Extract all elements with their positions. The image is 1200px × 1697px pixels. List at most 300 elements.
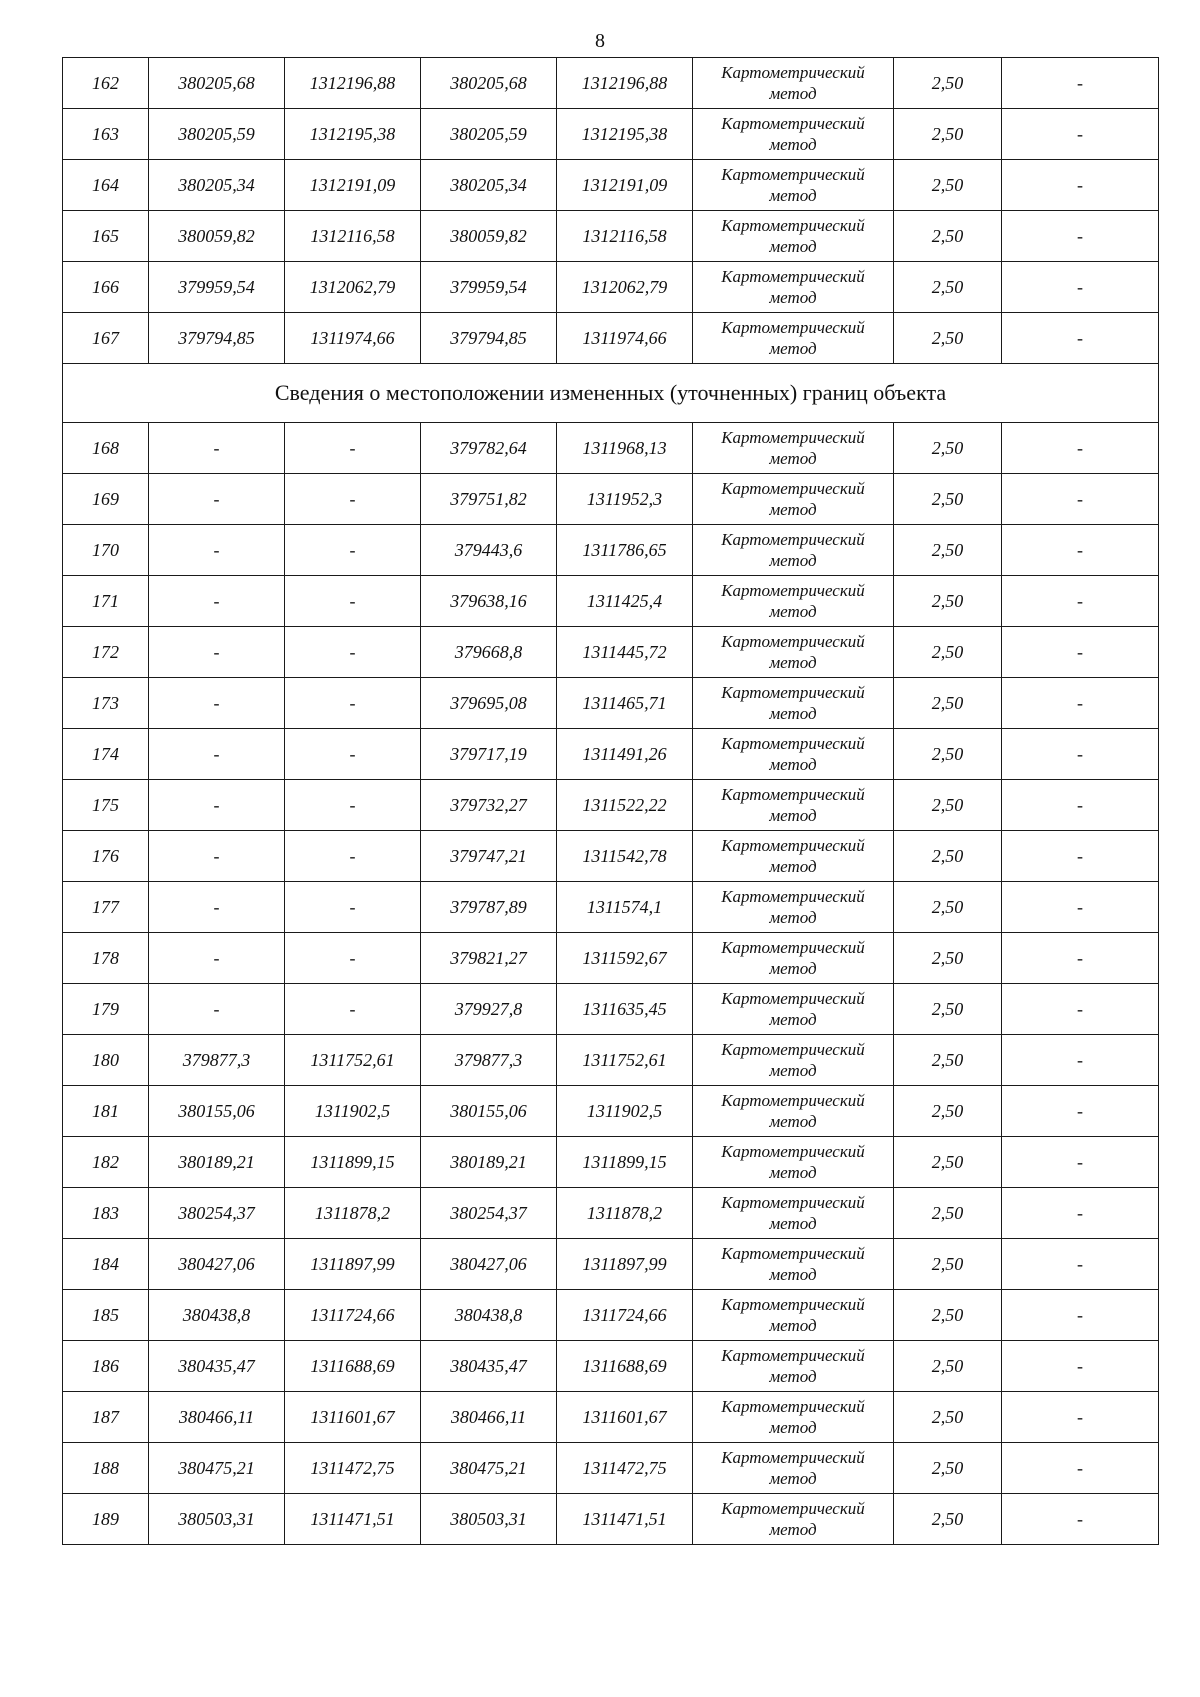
accuracy-value-cell: 2,50 bbox=[894, 1137, 1002, 1188]
table-body-refined-points bbox=[63, 423, 1159, 1545]
refined-x-cell: 379717,19 bbox=[421, 729, 557, 780]
existing-x-cell: 380475,21 bbox=[149, 1443, 285, 1494]
accuracy-value-cell: 2,50 bbox=[894, 933, 1002, 984]
point-number-cell: 188 bbox=[63, 1443, 149, 1494]
note-cell: - bbox=[1002, 211, 1159, 262]
refined-x-cell: 380059,82 bbox=[421, 211, 557, 262]
method-line-2: метод bbox=[769, 602, 817, 621]
table-row bbox=[63, 1137, 1159, 1188]
point-number-cell: 179 bbox=[63, 984, 149, 1035]
accuracy-value-cell: 2,50 bbox=[894, 525, 1002, 576]
table-row bbox=[63, 1086, 1159, 1137]
method-line-1: Картометрический bbox=[721, 428, 865, 447]
method-line-1: Картометрический bbox=[721, 267, 865, 286]
refined-x-cell: 379668,8 bbox=[421, 627, 557, 678]
method-line-2: метод bbox=[769, 908, 817, 927]
accuracy-value-cell: 2,50 bbox=[894, 1239, 1002, 1290]
method-line-1: Картометрический bbox=[721, 216, 865, 235]
method-cell bbox=[693, 729, 894, 780]
method-cell bbox=[693, 109, 894, 160]
accuracy-value-cell: 2,50 bbox=[894, 1392, 1002, 1443]
refined-x-cell: 380205,68 bbox=[421, 58, 557, 109]
note-cell: - bbox=[1002, 1392, 1159, 1443]
method-cell bbox=[693, 831, 894, 882]
refined-y-cell: 1311752,61 bbox=[557, 1035, 693, 1086]
method-line-1: Картометрический bbox=[721, 1091, 865, 1110]
existing-x-cell: - bbox=[149, 780, 285, 831]
table-row bbox=[63, 1188, 1159, 1239]
method-line-2: метод bbox=[769, 288, 817, 307]
method-line-2: метод bbox=[769, 186, 817, 205]
refined-x-cell: 380466,11 bbox=[421, 1392, 557, 1443]
accuracy-value-cell: 2,50 bbox=[894, 1290, 1002, 1341]
note-cell: - bbox=[1002, 1239, 1159, 1290]
method-cell bbox=[693, 1443, 894, 1494]
refined-y-cell: 1311472,75 bbox=[557, 1443, 693, 1494]
accuracy-value-cell: 2,50 bbox=[894, 313, 1002, 364]
accuracy-value-cell: 2,50 bbox=[894, 882, 1002, 933]
existing-y-cell: 1312196,88 bbox=[285, 58, 421, 109]
existing-x-cell: - bbox=[149, 831, 285, 882]
method-line-1: Картометрический bbox=[721, 479, 865, 498]
refined-x-cell: 380427,06 bbox=[421, 1239, 557, 1290]
existing-y-cell: - bbox=[285, 831, 421, 882]
refined-y-cell: 1311897,99 bbox=[557, 1239, 693, 1290]
point-number-cell: 172 bbox=[63, 627, 149, 678]
method-cell bbox=[693, 474, 894, 525]
point-number-cell: 162 bbox=[63, 58, 149, 109]
accuracy-value-cell: 2,50 bbox=[894, 678, 1002, 729]
method-line-1: Картометрический bbox=[721, 318, 865, 337]
point-number-cell: 181 bbox=[63, 1086, 149, 1137]
existing-x-cell: 379877,3 bbox=[149, 1035, 285, 1086]
existing-y-cell: 1311688,69 bbox=[285, 1341, 421, 1392]
method-cell bbox=[693, 780, 894, 831]
existing-x-cell: 380205,59 bbox=[149, 109, 285, 160]
table-body-existing-points bbox=[63, 58, 1159, 364]
existing-x-cell: - bbox=[149, 882, 285, 933]
method-line-1: Картометрический bbox=[721, 1193, 865, 1212]
point-number-cell: 184 bbox=[63, 1239, 149, 1290]
existing-x-cell: 380435,47 bbox=[149, 1341, 285, 1392]
note-cell: - bbox=[1002, 160, 1159, 211]
method-cell bbox=[693, 211, 894, 262]
refined-x-cell: 380254,37 bbox=[421, 1188, 557, 1239]
refined-y-cell: 1312062,79 bbox=[557, 262, 693, 313]
method-line-1: Картометрический bbox=[721, 530, 865, 549]
note-cell: - bbox=[1002, 1086, 1159, 1137]
refined-x-cell: 379695,08 bbox=[421, 678, 557, 729]
existing-x-cell: - bbox=[149, 933, 285, 984]
point-number-cell: 189 bbox=[63, 1494, 149, 1545]
note-cell: - bbox=[1002, 729, 1159, 780]
existing-y-cell: 1311752,61 bbox=[285, 1035, 421, 1086]
method-line-2: метод bbox=[769, 1265, 817, 1284]
refined-x-cell: 380205,34 bbox=[421, 160, 557, 211]
refined-y-cell: 1311902,5 bbox=[557, 1086, 693, 1137]
table-row bbox=[63, 627, 1159, 678]
method-cell bbox=[693, 525, 894, 576]
method-line-2: метод bbox=[769, 653, 817, 672]
table-row bbox=[63, 1239, 1159, 1290]
existing-x-cell: 380438,8 bbox=[149, 1290, 285, 1341]
existing-x-cell: 380427,06 bbox=[149, 1239, 285, 1290]
note-cell: - bbox=[1002, 933, 1159, 984]
note-cell: - bbox=[1002, 1290, 1159, 1341]
existing-y-cell: - bbox=[285, 729, 421, 780]
note-cell: - bbox=[1002, 262, 1159, 313]
method-line-2: метод bbox=[769, 806, 817, 825]
section-title: Сведения о местоположении измененных (уточненных) границ объекта bbox=[63, 364, 1159, 423]
method-line-2: метод bbox=[769, 500, 817, 519]
method-line-2: метод bbox=[769, 857, 817, 876]
refined-x-cell: 379927,8 bbox=[421, 984, 557, 1035]
method-line-1: Картометрический bbox=[721, 683, 865, 702]
accuracy-value-cell: 2,50 bbox=[894, 780, 1002, 831]
refined-y-cell: 1311471,51 bbox=[557, 1494, 693, 1545]
refined-y-cell: 1311425,4 bbox=[557, 576, 693, 627]
refined-y-cell: 1312195,38 bbox=[557, 109, 693, 160]
method-cell bbox=[693, 1086, 894, 1137]
section-row bbox=[63, 364, 1159, 423]
coordinates-table bbox=[62, 57, 1159, 1545]
refined-y-cell: 1311445,72 bbox=[557, 627, 693, 678]
existing-x-cell: - bbox=[149, 984, 285, 1035]
existing-y-cell: 1311897,99 bbox=[285, 1239, 421, 1290]
refined-y-cell: 1311522,22 bbox=[557, 780, 693, 831]
refined-x-cell: 379821,27 bbox=[421, 933, 557, 984]
refined-x-cell: 379782,64 bbox=[421, 423, 557, 474]
note-cell: - bbox=[1002, 1137, 1159, 1188]
existing-y-cell: - bbox=[285, 882, 421, 933]
refined-x-cell: 379443,6 bbox=[421, 525, 557, 576]
note-cell: - bbox=[1002, 109, 1159, 160]
method-line-1: Картометрический bbox=[721, 1397, 865, 1416]
existing-y-cell: 1311471,51 bbox=[285, 1494, 421, 1545]
refined-y-cell: 1311542,78 bbox=[557, 831, 693, 882]
existing-y-cell: 1311902,5 bbox=[285, 1086, 421, 1137]
point-number-cell: 173 bbox=[63, 678, 149, 729]
refined-y-cell: 1312196,88 bbox=[557, 58, 693, 109]
method-line-1: Картометрический bbox=[721, 165, 865, 184]
note-cell: - bbox=[1002, 1494, 1159, 1545]
table-row bbox=[63, 882, 1159, 933]
method-cell bbox=[693, 627, 894, 678]
table-row bbox=[63, 576, 1159, 627]
method-cell bbox=[693, 1239, 894, 1290]
method-line-1: Картометрический bbox=[721, 114, 865, 133]
table-row bbox=[63, 831, 1159, 882]
refined-x-cell: 380205,59 bbox=[421, 109, 557, 160]
point-number-cell: 163 bbox=[63, 109, 149, 160]
point-number-cell: 187 bbox=[63, 1392, 149, 1443]
accuracy-value-cell: 2,50 bbox=[894, 262, 1002, 313]
table-row bbox=[63, 678, 1159, 729]
method-line-1: Картометрический bbox=[721, 785, 865, 804]
method-line-2: метод bbox=[769, 84, 817, 103]
note-cell: - bbox=[1002, 1188, 1159, 1239]
refined-y-cell: 1311724,66 bbox=[557, 1290, 693, 1341]
accuracy-value-cell: 2,50 bbox=[894, 1035, 1002, 1086]
existing-x-cell: 379794,85 bbox=[149, 313, 285, 364]
refined-y-cell: 1311878,2 bbox=[557, 1188, 693, 1239]
existing-y-cell: - bbox=[285, 627, 421, 678]
method-line-2: метод bbox=[769, 339, 817, 358]
table-row bbox=[63, 984, 1159, 1035]
refined-y-cell: 1311952,3 bbox=[557, 474, 693, 525]
method-line-2: метод bbox=[769, 1163, 817, 1182]
method-line-2: метод bbox=[769, 1010, 817, 1029]
existing-y-cell: - bbox=[285, 678, 421, 729]
existing-x-cell: - bbox=[149, 678, 285, 729]
note-cell: - bbox=[1002, 1035, 1159, 1086]
accuracy-value-cell: 2,50 bbox=[894, 160, 1002, 211]
existing-y-cell: - bbox=[285, 525, 421, 576]
table-row bbox=[63, 1341, 1159, 1392]
point-number-cell: 165 bbox=[63, 211, 149, 262]
table-row bbox=[63, 729, 1159, 780]
refined-y-cell: 1311968,13 bbox=[557, 423, 693, 474]
accuracy-value-cell: 2,50 bbox=[894, 474, 1002, 525]
accuracy-value-cell: 2,50 bbox=[894, 984, 1002, 1035]
refined-x-cell: 379747,21 bbox=[421, 831, 557, 882]
point-number-cell: 177 bbox=[63, 882, 149, 933]
refined-y-cell: 1311974,66 bbox=[557, 313, 693, 364]
method-cell bbox=[693, 1341, 894, 1392]
point-number-cell: 178 bbox=[63, 933, 149, 984]
existing-y-cell: 1312116,58 bbox=[285, 211, 421, 262]
existing-y-cell: 1311878,2 bbox=[285, 1188, 421, 1239]
method-cell bbox=[693, 423, 894, 474]
section-header bbox=[63, 364, 1159, 423]
method-cell bbox=[693, 576, 894, 627]
accuracy-value-cell: 2,50 bbox=[894, 1443, 1002, 1494]
method-line-1: Картометрический bbox=[721, 836, 865, 855]
point-number-cell: 164 bbox=[63, 160, 149, 211]
table-row bbox=[63, 160, 1159, 211]
method-cell bbox=[693, 1188, 894, 1239]
accuracy-value-cell: 2,50 bbox=[894, 729, 1002, 780]
method-cell bbox=[693, 678, 894, 729]
refined-y-cell: 1311465,71 bbox=[557, 678, 693, 729]
method-cell bbox=[693, 1392, 894, 1443]
refined-y-cell: 1312191,09 bbox=[557, 160, 693, 211]
table-row bbox=[63, 1035, 1159, 1086]
method-line-1: Картометрический bbox=[721, 63, 865, 82]
existing-x-cell: - bbox=[149, 729, 285, 780]
existing-x-cell: 380254,37 bbox=[149, 1188, 285, 1239]
method-cell bbox=[693, 262, 894, 313]
existing-y-cell: 1311472,75 bbox=[285, 1443, 421, 1494]
existing-x-cell: 380059,82 bbox=[149, 211, 285, 262]
note-cell: - bbox=[1002, 58, 1159, 109]
existing-y-cell: - bbox=[285, 474, 421, 525]
note-cell: - bbox=[1002, 780, 1159, 831]
refined-x-cell: 379732,27 bbox=[421, 780, 557, 831]
refined-x-cell: 380435,47 bbox=[421, 1341, 557, 1392]
refined-x-cell: 379638,16 bbox=[421, 576, 557, 627]
existing-y-cell: 1311974,66 bbox=[285, 313, 421, 364]
table-row bbox=[63, 313, 1159, 364]
refined-x-cell: 379794,85 bbox=[421, 313, 557, 364]
method-line-1: Картометрический bbox=[721, 1499, 865, 1518]
point-number-cell: 171 bbox=[63, 576, 149, 627]
accuracy-value-cell: 2,50 bbox=[894, 1188, 1002, 1239]
method-line-1: Картометрический bbox=[721, 1295, 865, 1314]
point-number-cell: 183 bbox=[63, 1188, 149, 1239]
point-number-cell: 176 bbox=[63, 831, 149, 882]
method-line-1: Картометрический bbox=[721, 938, 865, 957]
accuracy-value-cell: 2,50 bbox=[894, 1086, 1002, 1137]
table-row bbox=[63, 780, 1159, 831]
existing-x-cell: 380205,68 bbox=[149, 58, 285, 109]
method-line-2: метод bbox=[769, 1367, 817, 1386]
existing-y-cell: 1312191,09 bbox=[285, 160, 421, 211]
method-line-1: Картометрический bbox=[721, 734, 865, 753]
refined-y-cell: 1311491,26 bbox=[557, 729, 693, 780]
note-cell: - bbox=[1002, 525, 1159, 576]
method-cell bbox=[693, 1290, 894, 1341]
table-row bbox=[63, 474, 1159, 525]
method-line-2: метод bbox=[769, 1112, 817, 1131]
method-cell bbox=[693, 984, 894, 1035]
refined-x-cell: 380155,06 bbox=[421, 1086, 557, 1137]
existing-x-cell: 380503,31 bbox=[149, 1494, 285, 1545]
refined-y-cell: 1311574,1 bbox=[557, 882, 693, 933]
point-number-cell: 167 bbox=[63, 313, 149, 364]
note-cell: - bbox=[1002, 984, 1159, 1035]
method-cell bbox=[693, 1035, 894, 1086]
existing-x-cell: - bbox=[149, 576, 285, 627]
point-number-cell: 169 bbox=[63, 474, 149, 525]
table-row bbox=[63, 933, 1159, 984]
accuracy-value-cell: 2,50 bbox=[894, 58, 1002, 109]
refined-x-cell: 380438,8 bbox=[421, 1290, 557, 1341]
refined-y-cell: 1312116,58 bbox=[557, 211, 693, 262]
table-row bbox=[63, 423, 1159, 474]
table-row bbox=[63, 1290, 1159, 1341]
note-cell: - bbox=[1002, 576, 1159, 627]
existing-x-cell: - bbox=[149, 474, 285, 525]
method-line-2: метод bbox=[769, 704, 817, 723]
note-cell: - bbox=[1002, 423, 1159, 474]
point-number-cell: 186 bbox=[63, 1341, 149, 1392]
method-line-2: метод bbox=[769, 1520, 817, 1539]
note-cell: - bbox=[1002, 678, 1159, 729]
method-cell bbox=[693, 1494, 894, 1545]
accuracy-value-cell: 2,50 bbox=[894, 423, 1002, 474]
method-line-2: метод bbox=[769, 1469, 817, 1488]
refined-x-cell: 379877,3 bbox=[421, 1035, 557, 1086]
existing-x-cell: - bbox=[149, 525, 285, 576]
refined-y-cell: 1311635,45 bbox=[557, 984, 693, 1035]
method-line-1: Картометрический bbox=[721, 887, 865, 906]
existing-y-cell: 1312062,79 bbox=[285, 262, 421, 313]
method-cell bbox=[693, 58, 894, 109]
method-line-1: Картометрический bbox=[721, 1244, 865, 1263]
point-number-cell: 170 bbox=[63, 525, 149, 576]
refined-y-cell: 1311786,65 bbox=[557, 525, 693, 576]
table-row bbox=[63, 211, 1159, 262]
method-line-1: Картометрический bbox=[721, 581, 865, 600]
point-number-cell: 166 bbox=[63, 262, 149, 313]
note-cell: - bbox=[1002, 882, 1159, 933]
point-number-cell: 175 bbox=[63, 780, 149, 831]
refined-y-cell: 1311592,67 bbox=[557, 933, 693, 984]
table-row bbox=[63, 1392, 1159, 1443]
refined-x-cell: 380189,21 bbox=[421, 1137, 557, 1188]
point-number-cell: 182 bbox=[63, 1137, 149, 1188]
page-number: 8 bbox=[595, 30, 605, 52]
accuracy-value-cell: 2,50 bbox=[894, 576, 1002, 627]
accuracy-value-cell: 2,50 bbox=[894, 831, 1002, 882]
method-line-2: метод bbox=[769, 959, 817, 978]
method-line-1: Картометрический bbox=[721, 632, 865, 651]
refined-x-cell: 380475,21 bbox=[421, 1443, 557, 1494]
method-cell bbox=[693, 160, 894, 211]
method-line-2: метод bbox=[769, 449, 817, 468]
method-line-2: метод bbox=[769, 1418, 817, 1437]
point-number-cell: 174 bbox=[63, 729, 149, 780]
method-line-1: Картометрический bbox=[721, 1448, 865, 1467]
existing-x-cell: - bbox=[149, 423, 285, 474]
accuracy-value-cell: 2,50 bbox=[894, 1341, 1002, 1392]
accuracy-value-cell: 2,50 bbox=[894, 211, 1002, 262]
refined-y-cell: 1311601,67 bbox=[557, 1392, 693, 1443]
accuracy-value-cell: 2,50 bbox=[894, 109, 1002, 160]
refined-y-cell: 1311688,69 bbox=[557, 1341, 693, 1392]
existing-y-cell: - bbox=[285, 933, 421, 984]
method-line-2: метод bbox=[769, 1316, 817, 1335]
note-cell: - bbox=[1002, 474, 1159, 525]
method-line-2: метод bbox=[769, 135, 817, 154]
method-line-1: Картометрический bbox=[721, 1346, 865, 1365]
method-line-2: метод bbox=[769, 237, 817, 256]
existing-y-cell: 1311899,15 bbox=[285, 1137, 421, 1188]
method-line-2: метод bbox=[769, 551, 817, 570]
existing-y-cell: - bbox=[285, 576, 421, 627]
existing-y-cell: 1311724,66 bbox=[285, 1290, 421, 1341]
note-cell: - bbox=[1002, 831, 1159, 882]
method-cell bbox=[693, 933, 894, 984]
point-number-cell: 168 bbox=[63, 423, 149, 474]
method-cell bbox=[693, 313, 894, 364]
existing-x-cell: 380155,06 bbox=[149, 1086, 285, 1137]
refined-y-cell: 1311899,15 bbox=[557, 1137, 693, 1188]
table-row bbox=[63, 525, 1159, 576]
accuracy-value-cell: 2,50 bbox=[894, 1494, 1002, 1545]
existing-y-cell: - bbox=[285, 780, 421, 831]
accuracy-value-cell: 2,50 bbox=[894, 627, 1002, 678]
note-cell: - bbox=[1002, 1443, 1159, 1494]
method-cell bbox=[693, 1137, 894, 1188]
existing-y-cell: - bbox=[285, 423, 421, 474]
refined-x-cell: 379959,54 bbox=[421, 262, 557, 313]
method-line-2: метод bbox=[769, 755, 817, 774]
existing-y-cell: 1312195,38 bbox=[285, 109, 421, 160]
note-cell: - bbox=[1002, 627, 1159, 678]
point-number-cell: 180 bbox=[63, 1035, 149, 1086]
method-line-1: Картометрический bbox=[721, 1142, 865, 1161]
existing-y-cell: - bbox=[285, 984, 421, 1035]
method-line-1: Картометрический bbox=[721, 1040, 865, 1059]
refined-x-cell: 379787,89 bbox=[421, 882, 557, 933]
table-row bbox=[63, 1443, 1159, 1494]
existing-x-cell: 380205,34 bbox=[149, 160, 285, 211]
existing-x-cell: 380189,21 bbox=[149, 1137, 285, 1188]
note-cell: - bbox=[1002, 313, 1159, 364]
existing-x-cell: 380466,11 bbox=[149, 1392, 285, 1443]
